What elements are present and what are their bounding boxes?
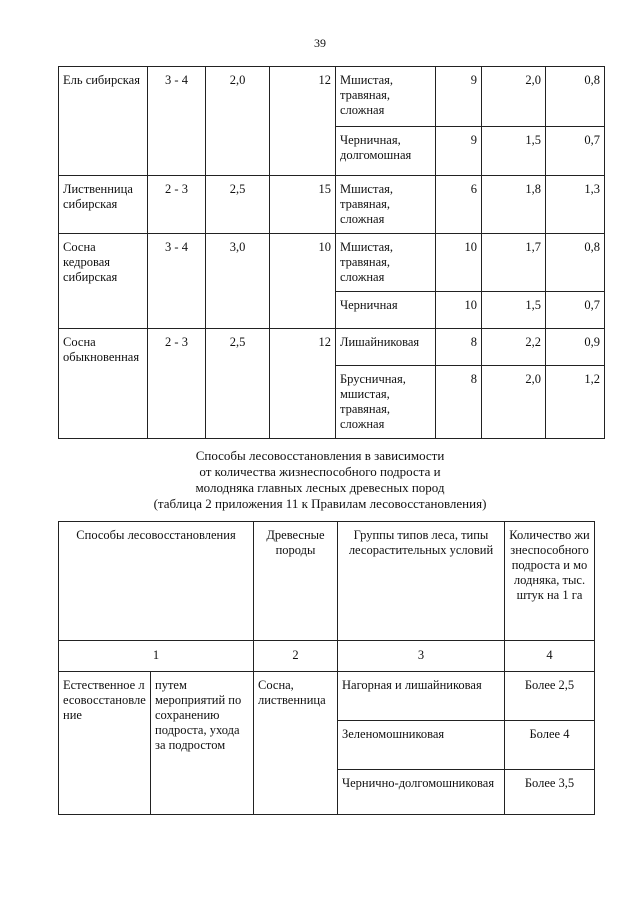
value-c-cell: 0,7 <box>546 292 605 329</box>
quantity-cell: Более 4 <box>505 721 595 770</box>
value-a-cell: 6 <box>436 176 482 234</box>
forest-type-cell: Брусничная, мшистая, травяная, сложная <box>336 366 436 439</box>
age-cell: 3 - 4 <box>148 234 206 329</box>
table-header-row <box>59 522 595 641</box>
forest-type-cell: Черничная <box>336 292 436 329</box>
height-cell: 2,0 <box>206 67 270 176</box>
table-row <box>59 67 605 127</box>
count-cell: 10 <box>270 234 336 329</box>
age-cell: 2 - 3 <box>148 329 206 439</box>
count-cell: 15 <box>270 176 336 234</box>
forest-group-cell: Зеленомошниковая <box>338 721 505 770</box>
value-c-cell: 1,2 <box>546 366 605 439</box>
count-cell: 12 <box>270 67 336 176</box>
table-row <box>59 234 605 292</box>
value-a-cell: 8 <box>436 366 482 439</box>
method-detail-cell: путем мероприятий по сохранению подроста, ухода за подростом <box>151 672 254 815</box>
forest-type-cell: Лишайниковая <box>336 329 436 366</box>
forest-regeneration-table <box>58 66 605 439</box>
value-a-cell: 10 <box>436 292 482 329</box>
title-line: молодняка главных лесных древесных пород <box>195 480 445 495</box>
value-c-cell: 0,7 <box>546 127 605 176</box>
value-b-cell: 2,0 <box>482 67 546 127</box>
forest-type-cell: Мшистая, травяная, сложная <box>336 176 436 234</box>
value-c-cell: 0,9 <box>546 329 605 366</box>
value-b-cell: 2,0 <box>482 366 546 439</box>
value-a-cell: 9 <box>436 67 482 127</box>
height-cell: 2,5 <box>206 176 270 234</box>
column-number: 3 <box>338 641 505 672</box>
forest-type-cell: Черничная, долгомошная <box>336 127 436 176</box>
value-a-cell: 10 <box>436 234 482 292</box>
forest-group-cell: Чернично-долгомошниковая <box>338 770 505 815</box>
forest-group-cell: Нагорная и лишайниковая <box>338 672 505 721</box>
species-cell: Сосна, лиственница <box>254 672 338 815</box>
value-b-cell: 1,5 <box>482 127 546 176</box>
species-cell: Лиственница сибирская <box>59 176 148 234</box>
column-number: 4 <box>505 641 595 672</box>
regeneration-methods-table <box>58 521 595 815</box>
count-cell: 12 <box>270 329 336 439</box>
value-c-cell: 1,3 <box>546 176 605 234</box>
page-number: 39 <box>314 36 326 50</box>
value-b-cell: 1,8 <box>482 176 546 234</box>
value-b-cell: 2,2 <box>482 329 546 366</box>
value-b-cell: 1,5 <box>482 292 546 329</box>
header-groups: Группы типов леса, типы лесорастительных условий <box>338 522 505 641</box>
column-number: 2 <box>254 641 338 672</box>
table-row <box>59 176 605 234</box>
forest-type-cell: Мшистая, травяная, сложная <box>336 67 436 127</box>
species-cell: Сосна кедровая сибирская <box>59 234 148 329</box>
age-cell: 3 - 4 <box>148 67 206 176</box>
column-numbers-row <box>59 641 595 672</box>
height-cell: 3,0 <box>206 234 270 329</box>
quantity-cell: Более 3,5 <box>505 770 595 815</box>
header-method: Способы лесовосстановления <box>59 522 254 641</box>
value-c-cell: 0,8 <box>546 67 605 127</box>
section-title <box>0 448 640 512</box>
quantity-cell: Более 2,5 <box>505 672 595 721</box>
header-species: Древесные породы <box>254 522 338 641</box>
table-row <box>59 329 605 366</box>
value-b-cell: 1,7 <box>482 234 546 292</box>
value-c-cell: 0,8 <box>546 234 605 292</box>
title-line: Способы лесовосстановления в зависимости <box>195 448 445 463</box>
species-cell: Ель сибирская <box>59 67 148 176</box>
value-a-cell: 9 <box>436 127 482 176</box>
column-number: 1 <box>59 641 254 672</box>
header-quantity: Количество жизнеспособного подроста и молодняка, тыс. штук на 1 га <box>505 522 595 641</box>
value-a-cell: 8 <box>436 329 482 366</box>
age-cell: 2 - 3 <box>148 176 206 234</box>
title-line: от количества жизнеспособного подроста и <box>199 464 441 479</box>
species-cell: Сосна обыкновенная <box>59 329 148 439</box>
height-cell: 2,5 <box>206 329 270 439</box>
forest-type-cell: Мшистая, травяная, сложная <box>336 234 436 292</box>
table-row <box>59 672 595 721</box>
method-cell: Естественное лесовосстановление <box>59 672 151 815</box>
title-line: (таблица 2 приложения 11 к Правилам лесовосстановления) <box>153 496 487 511</box>
